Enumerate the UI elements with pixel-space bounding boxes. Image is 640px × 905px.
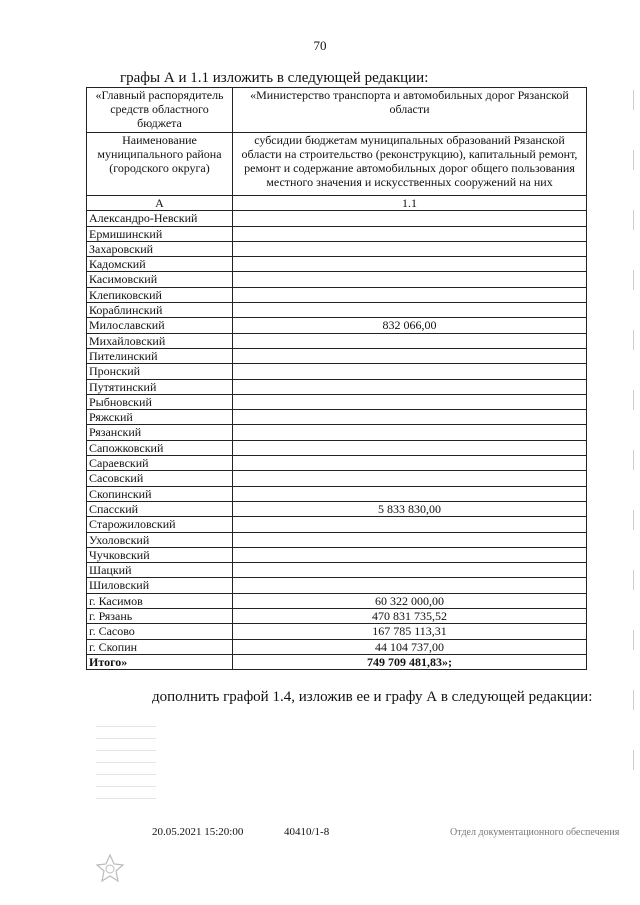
municipality-name: Кораблинский xyxy=(87,303,233,318)
municipality-name: Путятинский xyxy=(87,379,233,394)
subsidy-value xyxy=(233,563,587,578)
municipality-name: Сараевский xyxy=(87,456,233,471)
table-row xyxy=(87,578,587,593)
table-row xyxy=(87,211,587,226)
municipality-name: Ермишинский xyxy=(87,226,233,241)
table-row xyxy=(87,241,587,256)
municipality-name: Михайловский xyxy=(87,333,233,348)
footer-doc-number: 40410/1-8 xyxy=(284,826,330,838)
table-row xyxy=(87,532,587,547)
subsidy-value xyxy=(233,272,587,287)
table-row xyxy=(87,364,587,379)
table-row xyxy=(87,425,587,440)
subsidy-value xyxy=(233,471,587,486)
table-row xyxy=(87,287,587,302)
footer-department: Отдел документационного обеспечения xyxy=(450,827,620,838)
table-row xyxy=(87,379,587,394)
subsidy-value: 470 831 735,52 xyxy=(233,609,587,624)
municipality-name: Кадомский xyxy=(87,257,233,272)
margin-marks xyxy=(632,90,636,790)
municipality-name: г. Сасово xyxy=(87,624,233,639)
total-value: 749 709 481,83»; xyxy=(233,654,587,669)
table-row xyxy=(87,486,587,501)
page-number: 70 xyxy=(313,38,327,53)
subsidy-value xyxy=(233,578,587,593)
table-row xyxy=(87,624,587,639)
subsidy-value xyxy=(233,517,587,532)
table-row xyxy=(87,318,587,333)
header-ministry-name: «Министерство транспорта и автомобильных дорог Рязанской области xyxy=(233,88,587,133)
table-row xyxy=(87,410,587,425)
municipality-name: Касимовский xyxy=(87,272,233,287)
table-row xyxy=(87,333,587,348)
total-row xyxy=(87,654,587,669)
municipality-name: Сапожковский xyxy=(87,440,233,455)
subsidy-value xyxy=(233,486,587,501)
header-distributor-label: «Главный распорядитель средств областного бюджета xyxy=(87,88,233,133)
table-row xyxy=(87,440,587,455)
municipality-name: Захаровский xyxy=(87,241,233,256)
municipality-name: Скопинский xyxy=(87,486,233,501)
table-row xyxy=(87,226,587,241)
faded-marks xyxy=(96,715,156,805)
index-col-a: А xyxy=(87,196,233,211)
table-row xyxy=(87,639,587,654)
subsidy-value xyxy=(233,241,587,256)
header-subsidy-description: субсидии бюджетам муниципальных образований Рязанской области на строительство (реконструкцию), капитальный ремонт, ремонт и содержание автомобильных дорог общего пользования местного значения и искусственных сооружений на них xyxy=(233,133,587,196)
table-row xyxy=(87,547,587,562)
municipality-name: Сасовский xyxy=(87,471,233,486)
table-row xyxy=(87,609,587,624)
subsidy-value xyxy=(233,394,587,409)
header-row-names xyxy=(87,133,587,196)
subsidy-value xyxy=(233,226,587,241)
subsidy-table xyxy=(86,87,587,670)
subsidy-value: 5 833 830,00 xyxy=(233,501,587,516)
table-row xyxy=(87,348,587,363)
municipality-name: Шацкий xyxy=(87,563,233,578)
subsidy-value xyxy=(233,379,587,394)
municipality-name: Клепиковский xyxy=(87,287,233,302)
index-col-1-1: 1.1 xyxy=(233,196,587,211)
municipality-name: Чучковский xyxy=(87,547,233,562)
emblem-logo-icon xyxy=(92,852,128,888)
table-row xyxy=(87,394,587,409)
subsidy-value xyxy=(233,532,587,547)
municipality-name: Старожиловский xyxy=(87,517,233,532)
table-row xyxy=(87,593,587,608)
municipality-name: Ухоловский xyxy=(87,532,233,547)
municipality-name: г. Скопин xyxy=(87,639,233,654)
header-municipality-label: Наименование муниципального района (городского округа) xyxy=(87,133,233,196)
intro-text: графы А и 1.1 изложить в следующей редакции: xyxy=(120,70,429,86)
municipality-name: Шиловский xyxy=(87,578,233,593)
municipality-name: Рязанский xyxy=(87,425,233,440)
municipality-name: Пронский xyxy=(87,364,233,379)
subsidy-value: 832 066,00 xyxy=(233,318,587,333)
subsidy-value xyxy=(233,456,587,471)
subsidy-value xyxy=(233,348,587,363)
subsidy-value xyxy=(233,425,587,440)
subsidy-value xyxy=(233,211,587,226)
subsidy-value xyxy=(233,410,587,425)
table-row xyxy=(87,501,587,516)
municipality-name: Милославский xyxy=(87,318,233,333)
index-row xyxy=(87,196,587,211)
subsidy-value xyxy=(233,364,587,379)
municipality-name: Спасский xyxy=(87,501,233,516)
header-row-distributor xyxy=(87,88,587,133)
subsidy-value xyxy=(233,287,587,302)
footer-date: 20.05.2021 15:20:00 xyxy=(152,826,244,838)
subsidy-value xyxy=(233,547,587,562)
total-label: Итого» xyxy=(87,654,233,669)
municipality-name: г. Рязань xyxy=(87,609,233,624)
subsidy-value: 167 785 113,31 xyxy=(233,624,587,639)
table-row xyxy=(87,471,587,486)
municipality-name: Александро-Невский xyxy=(87,211,233,226)
table-row xyxy=(87,517,587,532)
table-row xyxy=(87,456,587,471)
table-row xyxy=(87,563,587,578)
subsidy-value xyxy=(233,303,587,318)
subsidy-value: 44 104 737,00 xyxy=(233,639,587,654)
table-row xyxy=(87,257,587,272)
subsidy-value xyxy=(233,333,587,348)
subsidy-value xyxy=(233,440,587,455)
municipality-name: Пителинский xyxy=(87,348,233,363)
subsidy-value: 60 322 000,00 xyxy=(233,593,587,608)
subsidy-value xyxy=(233,257,587,272)
outro-text: дополнить графой 1.4, изложив ее и графу А в следующей редакции: xyxy=(152,689,593,705)
table-row xyxy=(87,272,587,287)
municipality-name: Рыбновский xyxy=(87,394,233,409)
table-row xyxy=(87,303,587,318)
municipality-name: Ряжский xyxy=(87,410,233,425)
municipality-name: г. Касимов xyxy=(87,593,233,608)
